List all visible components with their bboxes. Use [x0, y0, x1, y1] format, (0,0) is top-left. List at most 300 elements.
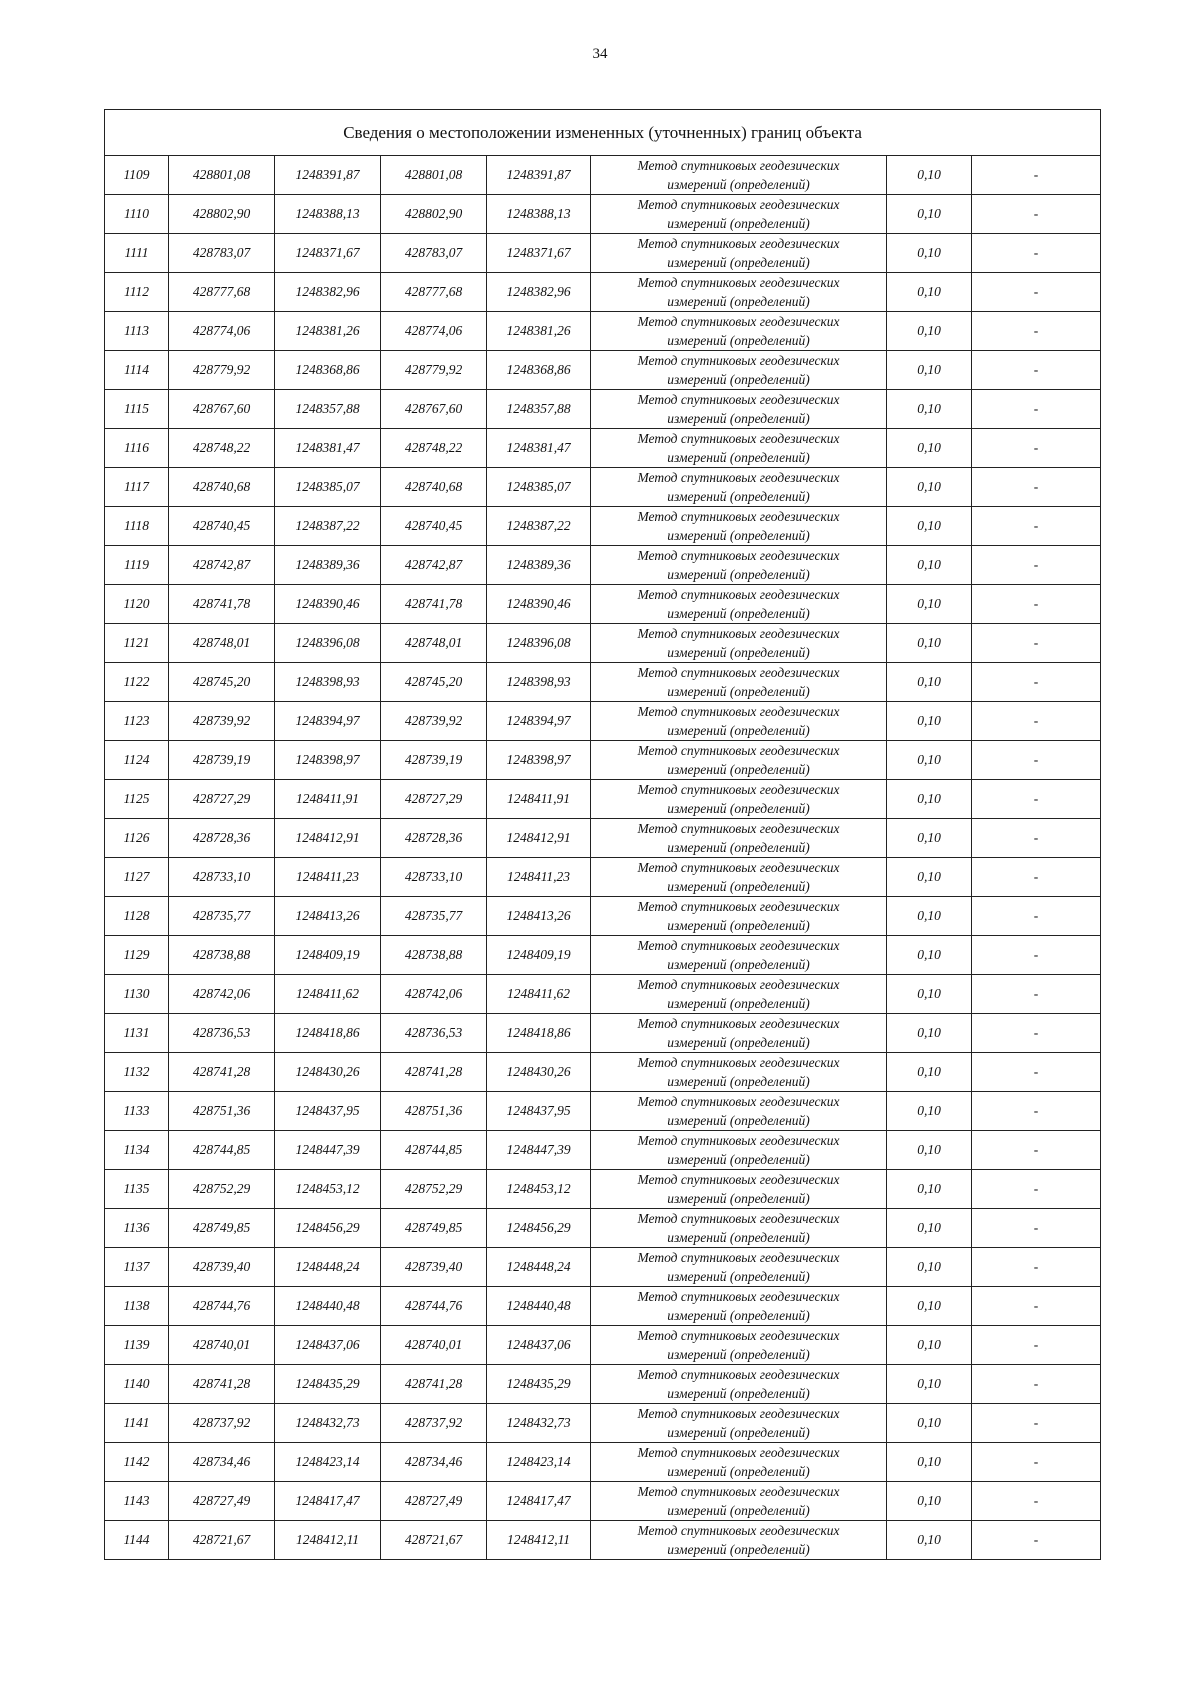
x-refined-cell: 428748,01: [381, 624, 487, 663]
accuracy-cell: 0,10: [887, 1248, 972, 1287]
y-existing-cell: 1248388,13: [275, 195, 381, 234]
x-refined-cell: 428739,19: [381, 741, 487, 780]
x-refined-cell: 428779,92: [381, 351, 487, 390]
y-refined-cell: 1248368,86: [487, 351, 591, 390]
y-existing-cell: 1248437,95: [275, 1092, 381, 1131]
accuracy-cell: 0,10: [887, 1404, 972, 1443]
method-line-1: Метод спутниковых геодезических: [637, 587, 840, 602]
x-refined-cell: 428728,36: [381, 819, 487, 858]
method-line-2: измерений (определений): [667, 333, 810, 348]
accuracy-cell: 0,10: [887, 1326, 972, 1365]
table-row: [105, 156, 1101, 195]
y-existing-cell: 1248387,22: [275, 507, 381, 546]
description-cell: -: [972, 234, 1101, 273]
accuracy-cell: 0,10: [887, 429, 972, 468]
y-refined-cell: 1248437,95: [487, 1092, 591, 1131]
table-row: [105, 702, 1101, 741]
description-cell: -: [972, 1014, 1101, 1053]
method-cell: [591, 468, 887, 507]
method-line-2: измерений (определений): [667, 1425, 810, 1440]
method-line-1: Метод спутниковых геодезических: [637, 1016, 840, 1031]
accuracy-cell: 0,10: [887, 897, 972, 936]
x-existing-cell: 428727,49: [169, 1482, 275, 1521]
point-number-cell: 1115: [105, 390, 169, 429]
description-cell: -: [972, 1521, 1101, 1560]
accuracy-cell: 0,10: [887, 468, 972, 507]
x-existing-cell: 428744,76: [169, 1287, 275, 1326]
table-row: [105, 507, 1101, 546]
method-line-2: измерений (определений): [667, 840, 810, 855]
point-number-cell: 1111: [105, 234, 169, 273]
method-line-1: Метод спутниковых геодезических: [637, 1523, 840, 1538]
method-line-1: Метод спутниковых геодезических: [637, 314, 840, 329]
method-cell: [591, 585, 887, 624]
method-line-2: измерений (определений): [667, 1347, 810, 1362]
method-line-2: измерений (определений): [667, 372, 810, 387]
method-line-1: Метод спутниковых геодезических: [637, 548, 840, 563]
point-number-cell: 1109: [105, 156, 169, 195]
method-line-1: Метод спутниковых геодезических: [637, 704, 840, 719]
table-row: [105, 1209, 1101, 1248]
y-existing-cell: 1248440,48: [275, 1287, 381, 1326]
method-cell: [591, 234, 887, 273]
x-refined-cell: 428740,68: [381, 468, 487, 507]
table-row: [105, 819, 1101, 858]
x-existing-cell: 428740,01: [169, 1326, 275, 1365]
y-existing-cell: 1248412,91: [275, 819, 381, 858]
x-existing-cell: 428739,19: [169, 741, 275, 780]
y-existing-cell: 1248456,29: [275, 1209, 381, 1248]
y-refined-cell: 1248381,47: [487, 429, 591, 468]
accuracy-cell: 0,10: [887, 1014, 972, 1053]
y-existing-cell: 1248432,73: [275, 1404, 381, 1443]
method-line-2: измерений (определений): [667, 1152, 810, 1167]
description-cell: -: [972, 1443, 1101, 1482]
y-existing-cell: 1248396,08: [275, 624, 381, 663]
y-existing-cell: 1248371,67: [275, 234, 381, 273]
y-refined-cell: 1248418,86: [487, 1014, 591, 1053]
point-number-cell: 1114: [105, 351, 169, 390]
y-refined-cell: 1248394,97: [487, 702, 591, 741]
table-row: [105, 429, 1101, 468]
y-existing-cell: 1248430,26: [275, 1053, 381, 1092]
x-refined-cell: 428767,60: [381, 390, 487, 429]
table-row: [105, 1365, 1101, 1404]
method-line-2: измерений (определений): [667, 411, 810, 426]
method-line-1: Метод спутниковых геодезических: [637, 509, 840, 524]
method-line-2: измерений (определений): [667, 216, 810, 231]
x-existing-cell: 428728,36: [169, 819, 275, 858]
x-existing-cell: 428745,20: [169, 663, 275, 702]
method-line-2: измерений (определений): [667, 762, 810, 777]
point-number-cell: 1110: [105, 195, 169, 234]
method-line-2: измерений (определений): [667, 1191, 810, 1206]
table-row: [105, 351, 1101, 390]
x-refined-cell: 428802,90: [381, 195, 487, 234]
accuracy-cell: 0,10: [887, 624, 972, 663]
method-cell: [591, 1521, 887, 1560]
method-line-2: измерений (определений): [667, 489, 810, 504]
description-cell: -: [972, 1287, 1101, 1326]
table-row: [105, 975, 1101, 1014]
accuracy-cell: 0,10: [887, 780, 972, 819]
x-existing-cell: 428736,53: [169, 1014, 275, 1053]
point-number-cell: 1113: [105, 312, 169, 351]
table-row: [105, 1287, 1101, 1326]
description-cell: -: [972, 1209, 1101, 1248]
point-number-cell: 1140: [105, 1365, 169, 1404]
x-existing-cell: 428739,92: [169, 702, 275, 741]
method-line-2: измерений (определений): [667, 450, 810, 465]
table-row: [105, 1326, 1101, 1365]
accuracy-cell: 0,10: [887, 1209, 972, 1248]
y-existing-cell: 1248453,12: [275, 1170, 381, 1209]
table-row: [105, 585, 1101, 624]
accuracy-cell: 0,10: [887, 390, 972, 429]
x-refined-cell: 428733,10: [381, 858, 487, 897]
method-line-1: Метод спутниковых геодезических: [637, 1406, 840, 1421]
x-existing-cell: 428802,90: [169, 195, 275, 234]
x-existing-cell: 428767,60: [169, 390, 275, 429]
x-existing-cell: 428774,06: [169, 312, 275, 351]
accuracy-cell: 0,10: [887, 1482, 972, 1521]
method-line-1: Метод спутниковых геодезических: [637, 236, 840, 251]
accuracy-cell: 0,10: [887, 546, 972, 585]
point-number-cell: 1130: [105, 975, 169, 1014]
x-refined-cell: 428741,78: [381, 585, 487, 624]
method-cell: [591, 1248, 887, 1287]
x-existing-cell: 428751,36: [169, 1092, 275, 1131]
method-line-1: Метод спутниковых геодезических: [637, 1055, 840, 1070]
table-row: [105, 780, 1101, 819]
y-existing-cell: 1248389,36: [275, 546, 381, 585]
x-existing-cell: 428742,87: [169, 546, 275, 585]
method-line-1: Метод спутниковых геодезических: [637, 938, 840, 953]
x-refined-cell: 428777,68: [381, 273, 487, 312]
x-existing-cell: 428752,29: [169, 1170, 275, 1209]
accuracy-cell: 0,10: [887, 156, 972, 195]
method-line-2: измерений (определений): [667, 1113, 810, 1128]
description-cell: -: [972, 1365, 1101, 1404]
method-line-1: Метод спутниковых геодезических: [637, 392, 840, 407]
description-cell: -: [972, 1482, 1101, 1521]
y-refined-cell: 1248448,24: [487, 1248, 591, 1287]
y-refined-cell: 1248385,07: [487, 468, 591, 507]
accuracy-cell: 0,10: [887, 351, 972, 390]
method-line-2: измерений (определений): [667, 1503, 810, 1518]
description-cell: -: [972, 663, 1101, 702]
method-cell: [591, 1482, 887, 1521]
method-line-2: измерений (определений): [667, 1308, 810, 1323]
table-row: [105, 195, 1101, 234]
table-row: [105, 1092, 1101, 1131]
x-existing-cell: 428737,92: [169, 1404, 275, 1443]
method-line-1: Метод спутниковых геодезических: [637, 626, 840, 641]
method-cell: [591, 156, 887, 195]
method-line-2: измерений (определений): [667, 255, 810, 270]
y-existing-cell: 1248390,46: [275, 585, 381, 624]
y-existing-cell: 1248357,88: [275, 390, 381, 429]
method-line-2: измерений (определений): [667, 1464, 810, 1479]
method-line-1: Метод спутниковых геодезических: [637, 1172, 840, 1187]
x-refined-cell: 428740,01: [381, 1326, 487, 1365]
method-cell: [591, 312, 887, 351]
x-existing-cell: 428744,85: [169, 1131, 275, 1170]
x-existing-cell: 428741,78: [169, 585, 275, 624]
x-existing-cell: 428742,06: [169, 975, 275, 1014]
y-refined-cell: 1248435,29: [487, 1365, 591, 1404]
method-cell: [591, 1053, 887, 1092]
method-cell: [591, 897, 887, 936]
description-cell: -: [972, 780, 1101, 819]
method-line-1: Метод спутниковых геодезических: [637, 470, 840, 485]
method-line-1: Метод спутниковых геодезических: [637, 275, 840, 290]
method-cell: [591, 1092, 887, 1131]
description-cell: -: [972, 1404, 1101, 1443]
method-line-2: измерений (определений): [667, 684, 810, 699]
table-row: [105, 663, 1101, 702]
y-refined-cell: 1248390,46: [487, 585, 591, 624]
method-cell: [591, 507, 887, 546]
accuracy-cell: 0,10: [887, 1365, 972, 1404]
y-existing-cell: 1248411,62: [275, 975, 381, 1014]
method-cell: [591, 1014, 887, 1053]
description-cell: -: [972, 351, 1101, 390]
x-refined-cell: 428739,40: [381, 1248, 487, 1287]
point-number-cell: 1127: [105, 858, 169, 897]
method-cell: [591, 1287, 887, 1326]
method-line-2: измерений (определений): [667, 879, 810, 894]
method-cell: [591, 546, 887, 585]
y-refined-cell: 1248387,22: [487, 507, 591, 546]
method-cell: [591, 195, 887, 234]
x-refined-cell: 428774,06: [381, 312, 487, 351]
y-refined-cell: 1248447,39: [487, 1131, 591, 1170]
y-existing-cell: 1248417,47: [275, 1482, 381, 1521]
point-number-cell: 1135: [105, 1170, 169, 1209]
x-existing-cell: 428783,07: [169, 234, 275, 273]
accuracy-cell: 0,10: [887, 234, 972, 273]
method-line-2: измерений (определений): [667, 606, 810, 621]
page-number: 34: [592, 46, 608, 62]
description-cell: -: [972, 156, 1101, 195]
method-cell: [591, 858, 887, 897]
accuracy-cell: 0,10: [887, 1521, 972, 1560]
description-cell: -: [972, 1170, 1101, 1209]
method-line-2: измерений (определений): [667, 723, 810, 738]
accuracy-cell: 0,10: [887, 585, 972, 624]
x-refined-cell: 428751,36: [381, 1092, 487, 1131]
point-number-cell: 1131: [105, 1014, 169, 1053]
y-refined-cell: 1248430,26: [487, 1053, 591, 1092]
table-row: [105, 546, 1101, 585]
accuracy-cell: 0,10: [887, 1131, 972, 1170]
method-line-1: Метод спутниковых геодезических: [637, 860, 840, 875]
table-row: [105, 1131, 1101, 1170]
method-line-2: измерений (определений): [667, 801, 810, 816]
description-cell: -: [972, 897, 1101, 936]
method-line-1: Метод спутниковых геодезических: [637, 1484, 840, 1499]
point-number-cell: 1133: [105, 1092, 169, 1131]
method-line-1: Метод спутниковых геодезических: [637, 665, 840, 680]
y-refined-cell: 1248413,26: [487, 897, 591, 936]
method-cell: [591, 780, 887, 819]
x-refined-cell: 428742,87: [381, 546, 487, 585]
description-cell: -: [972, 741, 1101, 780]
method-line-1: Метод спутниковых геодезических: [637, 1133, 840, 1148]
point-number-cell: 1119: [105, 546, 169, 585]
method-cell: [591, 936, 887, 975]
table-row: [105, 624, 1101, 663]
x-refined-cell: 428737,92: [381, 1404, 487, 1443]
method-line-2: измерений (определений): [667, 645, 810, 660]
accuracy-cell: 0,10: [887, 858, 972, 897]
method-line-1: Метод спутниковых геодезических: [637, 821, 840, 836]
y-refined-cell: 1248412,11: [487, 1521, 591, 1560]
x-refined-cell: 428727,29: [381, 780, 487, 819]
y-existing-cell: 1248385,07: [275, 468, 381, 507]
point-number-cell: 1139: [105, 1326, 169, 1365]
description-cell: -: [972, 312, 1101, 351]
description-cell: -: [972, 1326, 1101, 1365]
table-row: [105, 1482, 1101, 1521]
y-refined-cell: 1248411,23: [487, 858, 591, 897]
method-line-1: Метод спутниковых геодезических: [637, 1094, 840, 1109]
method-line-2: измерений (определений): [667, 957, 810, 972]
point-number-cell: 1112: [105, 273, 169, 312]
accuracy-cell: 0,10: [887, 936, 972, 975]
method-line-2: измерений (определений): [667, 567, 810, 582]
x-refined-cell: 428736,53: [381, 1014, 487, 1053]
method-cell: [591, 1170, 887, 1209]
x-refined-cell: 428744,85: [381, 1131, 487, 1170]
method-cell: [591, 1131, 887, 1170]
point-number-cell: 1123: [105, 702, 169, 741]
accuracy-cell: 0,10: [887, 195, 972, 234]
y-refined-cell: 1248396,08: [487, 624, 591, 663]
method-line-1: Метод спутниковых геодезических: [637, 1250, 840, 1265]
method-line-2: измерений (определений): [667, 1074, 810, 1089]
accuracy-cell: 0,10: [887, 1443, 972, 1482]
y-refined-cell: 1248389,36: [487, 546, 591, 585]
description-cell: -: [972, 468, 1101, 507]
method-line-2: измерений (определений): [667, 1269, 810, 1284]
method-cell: [591, 975, 887, 1014]
method-line-1: Метод спутниковых геодезических: [637, 743, 840, 758]
point-number-cell: 1134: [105, 1131, 169, 1170]
method-line-2: измерений (определений): [667, 1542, 810, 1557]
x-refined-cell: 428741,28: [381, 1365, 487, 1404]
x-refined-cell: 428752,29: [381, 1170, 487, 1209]
y-existing-cell: 1248382,96: [275, 273, 381, 312]
method-line-1: Метод спутниковых геодезических: [637, 899, 840, 914]
table-row: [105, 1248, 1101, 1287]
y-refined-cell: 1248409,19: [487, 936, 591, 975]
method-cell: [591, 1209, 887, 1248]
method-cell: [591, 1404, 887, 1443]
table-row: [105, 858, 1101, 897]
method-line-1: Метод спутниковых геодезических: [637, 1445, 840, 1460]
x-existing-cell: 428749,85: [169, 1209, 275, 1248]
method-line-2: измерений (определений): [667, 1230, 810, 1245]
x-existing-cell: 428740,68: [169, 468, 275, 507]
y-existing-cell: 1248413,26: [275, 897, 381, 936]
description-cell: -: [972, 390, 1101, 429]
x-existing-cell: 428779,92: [169, 351, 275, 390]
y-existing-cell: 1248409,19: [275, 936, 381, 975]
x-existing-cell: 428721,67: [169, 1521, 275, 1560]
y-existing-cell: 1248398,97: [275, 741, 381, 780]
accuracy-cell: 0,10: [887, 741, 972, 780]
y-existing-cell: 1248418,86: [275, 1014, 381, 1053]
method-line-2: измерений (определений): [667, 1035, 810, 1050]
point-number-cell: 1132: [105, 1053, 169, 1092]
y-existing-cell: 1248411,23: [275, 858, 381, 897]
y-existing-cell: 1248394,97: [275, 702, 381, 741]
y-refined-cell: 1248411,91: [487, 780, 591, 819]
method-cell: [591, 741, 887, 780]
table-row: [105, 741, 1101, 780]
point-number-cell: 1136: [105, 1209, 169, 1248]
description-cell: -: [972, 1053, 1101, 1092]
y-refined-cell: 1248398,97: [487, 741, 591, 780]
table-row: [105, 234, 1101, 273]
x-existing-cell: 428739,40: [169, 1248, 275, 1287]
table-row: [105, 390, 1101, 429]
point-number-cell: 1116: [105, 429, 169, 468]
point-number-cell: 1129: [105, 936, 169, 975]
y-refined-cell: 1248398,93: [487, 663, 591, 702]
x-refined-cell: 428783,07: [381, 234, 487, 273]
accuracy-cell: 0,10: [887, 312, 972, 351]
accuracy-cell: 0,10: [887, 507, 972, 546]
method-line-1: Метод спутниковых геодезических: [637, 158, 840, 173]
table-row: [105, 1170, 1101, 1209]
point-number-cell: 1121: [105, 624, 169, 663]
x-refined-cell: 428745,20: [381, 663, 487, 702]
y-refined-cell: 1248432,73: [487, 1404, 591, 1443]
description-cell: -: [972, 1131, 1101, 1170]
point-number-cell: 1137: [105, 1248, 169, 1287]
method-line-1: Метод спутниковых геодезических: [637, 197, 840, 212]
accuracy-cell: 0,10: [887, 1287, 972, 1326]
x-refined-cell: 428741,28: [381, 1053, 487, 1092]
method-line-2: измерений (определений): [667, 1386, 810, 1401]
y-refined-cell: 1248437,06: [487, 1326, 591, 1365]
method-line-1: Метод спутниковых геодезических: [637, 977, 840, 992]
x-refined-cell: 428749,85: [381, 1209, 487, 1248]
x-refined-cell: 428748,22: [381, 429, 487, 468]
method-cell: [591, 819, 887, 858]
method-cell: [591, 663, 887, 702]
method-line-1: Метод спутниковых геодезических: [637, 1367, 840, 1382]
y-refined-cell: 1248388,13: [487, 195, 591, 234]
y-existing-cell: 1248448,24: [275, 1248, 381, 1287]
y-refined-cell: 1248382,96: [487, 273, 591, 312]
x-existing-cell: 428777,68: [169, 273, 275, 312]
point-number-cell: 1144: [105, 1521, 169, 1560]
x-refined-cell: 428739,92: [381, 702, 487, 741]
x-refined-cell: 428740,45: [381, 507, 487, 546]
description-cell: -: [972, 273, 1101, 312]
method-cell: [591, 624, 887, 663]
description-cell: -: [972, 702, 1101, 741]
description-cell: -: [972, 195, 1101, 234]
description-cell: -: [972, 936, 1101, 975]
table-row: [105, 1014, 1101, 1053]
y-refined-cell: 1248440,48: [487, 1287, 591, 1326]
y-existing-cell: 1248381,26: [275, 312, 381, 351]
